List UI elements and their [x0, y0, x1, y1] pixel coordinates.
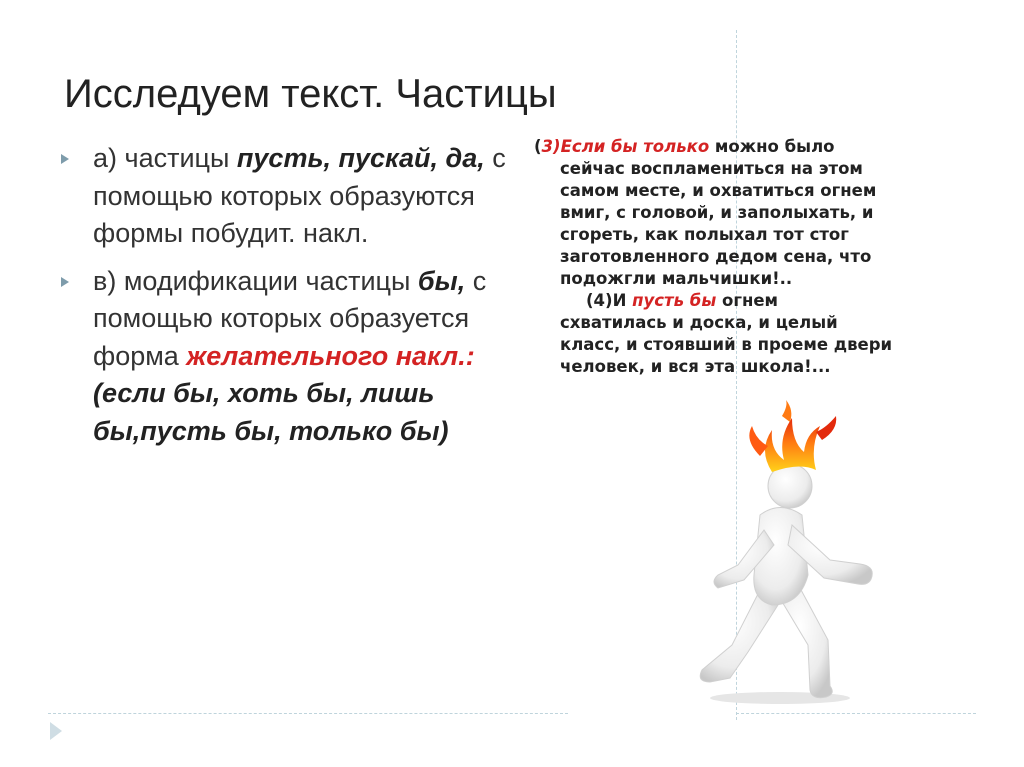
quote-line: заготовленного дедом сена, что	[560, 247, 872, 266]
bullet-list	[60, 140, 510, 450]
quote-line: класс, и стоявший в проеме двери	[560, 335, 893, 354]
slide-nav-arrow-icon[interactable]	[48, 720, 64, 742]
bullet-a-particles: пусть, пускай, да,	[236, 143, 485, 173]
quote-line: человек, и вся эта школа!...	[560, 357, 831, 376]
quote-line-1	[534, 136, 984, 158]
quote-line: самом месте, и охватиться огнем	[560, 181, 877, 200]
bullet-arrow-icon	[60, 153, 70, 165]
slide-title: Исследуем текст. Частицы	[64, 72, 557, 116]
quote-line: подожгли мальчишки!..	[560, 269, 793, 288]
bullet-b-particle: бы,	[417, 265, 466, 296]
quote-phrase-4: пусть бы	[632, 291, 717, 310]
bullet-item-a	[60, 140, 510, 253]
bullet-b-text: с помощью которых образуется форма	[93, 265, 487, 371]
quote-line: вмиг, с головой, и заполыхать, и	[560, 203, 874, 222]
quote-line-4	[534, 290, 984, 312]
quote-line: схватилась и доска, и целый	[560, 313, 838, 332]
quote-line: сгореть, как полыхал тот стог	[560, 225, 849, 244]
quote-line: сейчас воспламениться на этом	[560, 159, 863, 178]
quote-open-paren: (	[534, 137, 542, 156]
quote-number-3: 3)	[541, 137, 561, 156]
bullet-b-prefix: в) модификации частицы	[93, 265, 418, 296]
running-man-on-fire-illustration	[660, 400, 920, 710]
bullet-a-prefix: а) частицы	[93, 143, 237, 173]
bullet-b-mood: желательного накл.:	[186, 340, 475, 371]
bullet-item-b	[60, 263, 510, 451]
quote-number-4: (4)И	[586, 291, 633, 310]
bullet-a-text: с помощью которых образуются формы побудит. накл.	[93, 143, 506, 248]
quote-line-1-rest: можно было	[709, 137, 835, 156]
bullet-arrow-icon	[60, 276, 70, 288]
literary-quote	[534, 136, 984, 378]
bottom-divider-left	[48, 713, 568, 714]
quote-phrase-3: Если бы только	[560, 137, 710, 156]
quote-line-4-rest: огнем	[716, 291, 779, 310]
bottom-divider-right	[736, 713, 976, 714]
bullet-b-examples: (если бы, хоть бы, лишь бы,пусть бы, только бы)	[93, 378, 449, 446]
